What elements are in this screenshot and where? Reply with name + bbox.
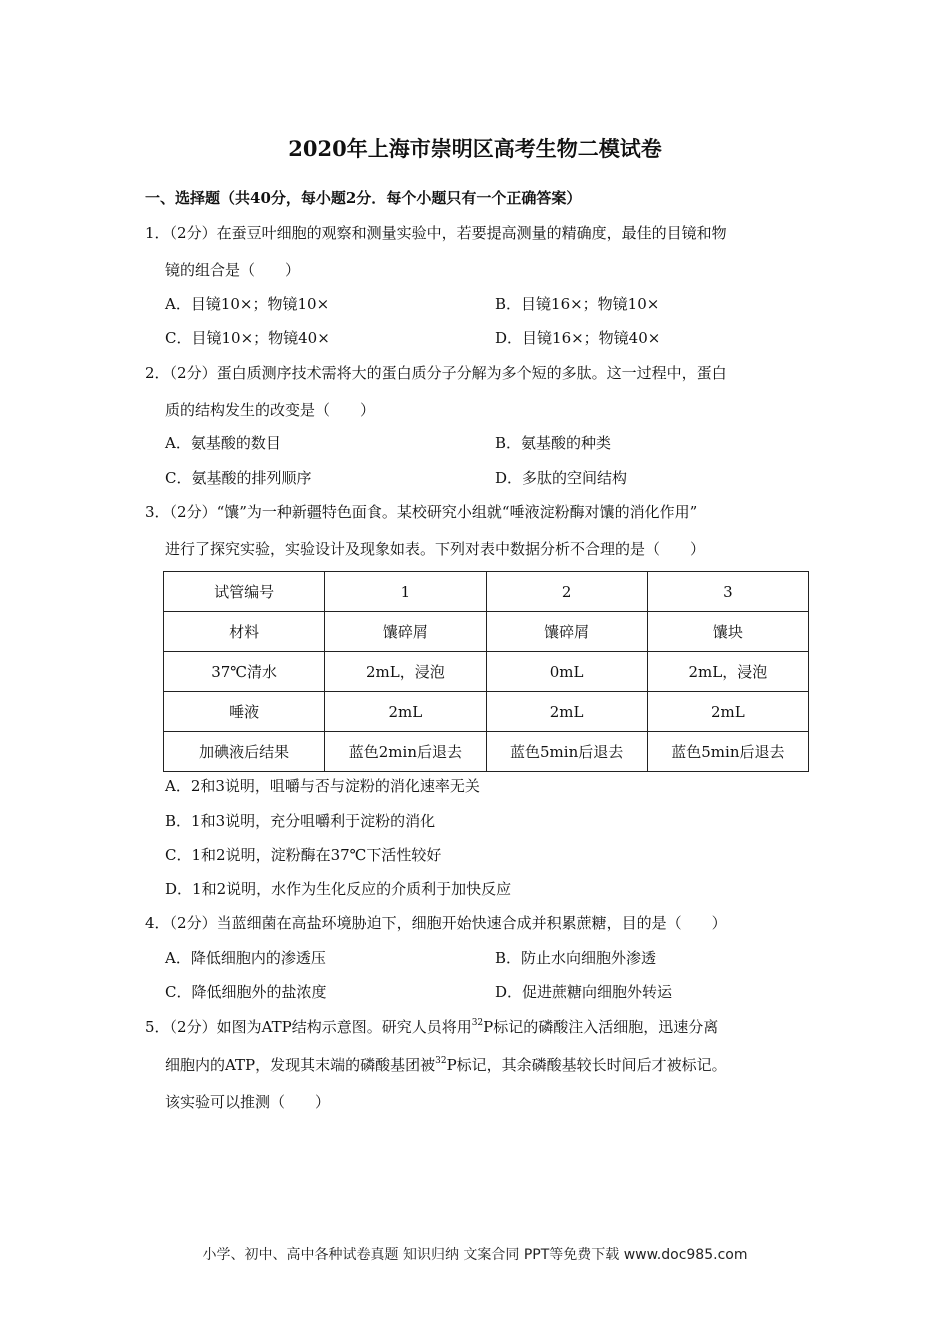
table-cell: 加碘液后结果 bbox=[164, 732, 325, 772]
question-2-stem: 2．（2分）蛋白质测序技术需将大的蛋白质分子分解为多个短的多肽。这一过程中，蛋白 bbox=[145, 364, 727, 382]
table-cell: 2mL bbox=[325, 692, 486, 732]
table-cell: 蓝色5min后退去 bbox=[647, 732, 808, 772]
footer-text: 小学、初中、高中各种试卷真题 知识归纳 文案合同 PPT等免费下载 www.doc985.com bbox=[202, 1247, 748, 1263]
table-cell: 试管编号 bbox=[164, 572, 325, 612]
table-row bbox=[164, 612, 809, 652]
question-1-option-b: B．目镜16×；物镜10× bbox=[495, 295, 660, 313]
question-3-stem-cont: 进行了探究实验，实验设计及现象如表。下列对表中数据分析不合理的是（ ） bbox=[165, 540, 706, 558]
table-row bbox=[164, 732, 809, 772]
question-1-option-a: A．目镜10×；物镜10× bbox=[165, 295, 330, 313]
question-4-option-b: B．防止水向细胞外渗透 bbox=[495, 949, 657, 967]
question-1-option-c: C．目镜10×；物镜40× bbox=[165, 329, 330, 347]
table-cell: 材料 bbox=[164, 612, 325, 652]
question-3-option-c: C．1和2说明，淀粉酶在37℃下活性较好 bbox=[165, 846, 442, 864]
question-3-option-a: A．2和3说明，咀嚼与否与淀粉的消化速率无关 bbox=[165, 777, 480, 795]
question-4-option-a: A．降低细胞内的渗透压 bbox=[165, 949, 326, 967]
table-cell: 馕碎屑 bbox=[486, 612, 647, 652]
question-3-option-d: D．1和2说明，水作为生化反应的介质利于加快反应 bbox=[165, 880, 512, 898]
question-2-option-b: B．氨基酸的种类 bbox=[495, 434, 612, 452]
table-cell: 2mL bbox=[647, 692, 808, 732]
experiment-table bbox=[163, 571, 809, 772]
isotope-superscript: 32 bbox=[435, 1056, 447, 1066]
table-cell: 2mL，浸泡 bbox=[647, 652, 808, 692]
question-3-option-b: B．1和3说明，充分咀嚼利于淀粉的消化 bbox=[165, 812, 436, 830]
table-cell: 蓝色2min后退去 bbox=[325, 732, 486, 772]
table-cell: 0mL bbox=[486, 652, 647, 692]
table-row bbox=[164, 652, 809, 692]
question-1-stem: 1．（2分）在蚕豆叶细胞的观察和测量实验中，若要提高测量的精确度，最佳的目镜和物 bbox=[145, 224, 727, 242]
table-cell: 1 bbox=[325, 572, 486, 612]
table-cell: 2mL，浸泡 bbox=[325, 652, 486, 692]
table-cell: 2 bbox=[486, 572, 647, 612]
question-4-option-d: D．促进蔗糖向细胞外转运 bbox=[495, 983, 673, 1001]
question-2-option-c: C．氨基酸的排列顺序 bbox=[165, 469, 312, 487]
table-cell: 唾液 bbox=[164, 692, 325, 732]
isotope-superscript: 32 bbox=[471, 1018, 484, 1028]
question-5-stem-cont: 细胞内的ATP，发现其末端的磷酸基团被$^{32}$P标记，其余磷酸基较长时间后才被标记。 bbox=[165, 1056, 727, 1074]
page-title: 2020年上海市崇明区高考生物二模试卷 bbox=[288, 136, 662, 161]
question-1-stem-cont: 镜的组合是（ ） bbox=[165, 261, 301, 279]
question-2-option-a: A．氨基酸的数目 bbox=[165, 434, 281, 452]
question-4-option-c: C．降低细胞外的盐浓度 bbox=[165, 983, 327, 1001]
question-1-option-d: D．目镜16×；物镜40× bbox=[495, 329, 661, 347]
question-5-stem-end: 该实验可以推测（ ） bbox=[165, 1093, 331, 1111]
table-cell: 37℃清水 bbox=[164, 652, 325, 692]
question-3-stem: 3．（2分）“馕”为一种新疆特色面食。某校研究小组就“唾液淀粉酶对馕的消化作用” bbox=[145, 503, 698, 521]
table-row bbox=[164, 692, 809, 732]
table-cell: 馕块 bbox=[647, 612, 808, 652]
question-2-option-d: D．多肽的空间结构 bbox=[495, 469, 628, 487]
question-5-stem: 5．（2分）如图为ATP结构示意图。研究人员将用$^{32}$P标记的磷酸注入活细胞，迅速分离 bbox=[145, 1018, 719, 1036]
question-2-stem-cont: 质的结构发生的改变是（ ） bbox=[165, 401, 376, 419]
section-heading: 一、选择题（共40分，每小题2分．每个小题只有一个正确答案） bbox=[145, 189, 582, 207]
question-4-stem: 4．（2分）当蓝细菌在高盐环境胁迫下，细胞开始快速合成并积累蔗糖，目的是（ ） bbox=[145, 914, 727, 932]
table-cell: 2mL bbox=[486, 692, 647, 732]
table-row bbox=[164, 572, 809, 612]
table-cell: 馕碎屑 bbox=[325, 612, 486, 652]
table-cell: 蓝色5min后退去 bbox=[486, 732, 647, 772]
table-cell: 3 bbox=[647, 572, 808, 612]
